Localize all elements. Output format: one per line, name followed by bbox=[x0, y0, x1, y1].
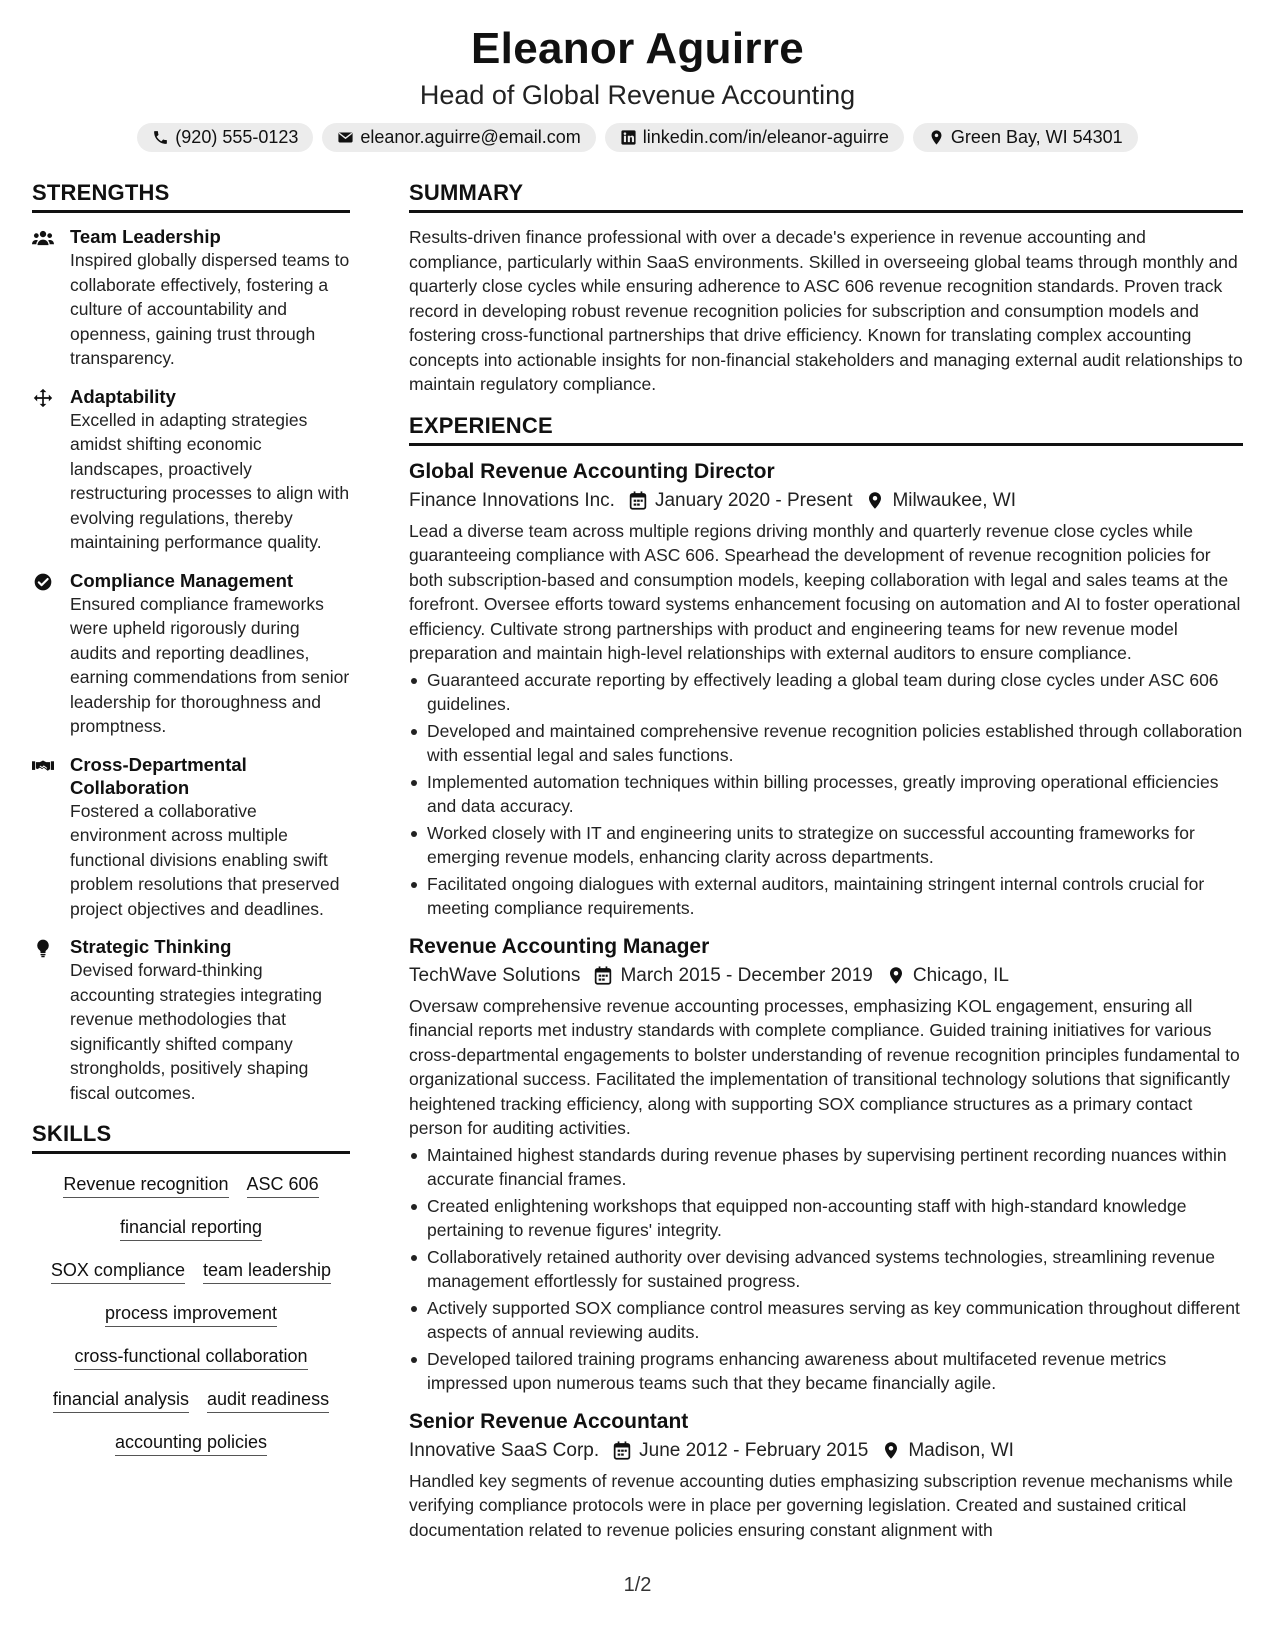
calendar-icon bbox=[594, 966, 612, 985]
strength-desc: Ensured compliance frameworks were upheld rigorously during audits and reporting deadlines, earning commendations from senior leadership for thoroughness and promptness. bbox=[70, 593, 350, 736]
move-arrows-icon bbox=[32, 388, 54, 408]
job-dates: March 2015 - December 2019 bbox=[620, 964, 873, 986]
skill-tag: team leadership bbox=[203, 1258, 331, 1284]
skill-tag: accounting policies bbox=[115, 1430, 267, 1456]
strength-name: Compliance Management bbox=[70, 569, 294, 591]
skill-tag: audit readiness bbox=[207, 1387, 329, 1413]
job-company: TechWave Solutions bbox=[409, 964, 581, 986]
right-column bbox=[409, 178, 1243, 1554]
skills-heading: SKILLS bbox=[32, 1119, 350, 1154]
job-company: Finance Innovations Inc. bbox=[409, 489, 615, 511]
check-circle-icon bbox=[32, 572, 54, 592]
contact-bar bbox=[0, 123, 1275, 152]
job-bullets bbox=[409, 1143, 1243, 1396]
calendar-icon bbox=[629, 491, 647, 510]
job-dates: June 2012 - February 2015 bbox=[639, 1439, 869, 1461]
map-pin-icon bbox=[882, 1441, 900, 1460]
job-title: Senior Revenue Accountant bbox=[409, 1409, 689, 1433]
candidate-name: Eleanor Aguirre bbox=[471, 24, 804, 73]
contact-email[interactable] bbox=[322, 123, 595, 152]
strength-item bbox=[32, 385, 350, 555]
contact-linkedin-text: linkedin.com/in/eleanor-aguirre bbox=[642, 127, 889, 147]
skill-tag: ASC 606 bbox=[247, 1172, 319, 1198]
skill-tag: financial analysis bbox=[53, 1387, 189, 1413]
contact-linkedin[interactable] bbox=[605, 123, 904, 152]
map-pin-icon bbox=[928, 129, 945, 146]
strength-item bbox=[32, 225, 350, 371]
map-pin-icon bbox=[866, 491, 884, 510]
job-title: Revenue Accounting Manager bbox=[409, 934, 710, 958]
skill-tag: cross-functional collaboration bbox=[74, 1344, 307, 1370]
job-bullet: Worked closely with IT and engineering units to strategize on successful accounting frameworks for emerging revenue models, enhancing clarity across departments. bbox=[409, 821, 1243, 870]
strength-item bbox=[32, 569, 350, 739]
strength-desc: Devised forward-thinking accounting strategies integrating revenue methodologies that significantly shifted company strongholds, positively shaping fiscal outcomes. bbox=[70, 960, 322, 1103]
skill-tag: process improvement bbox=[105, 1301, 277, 1327]
strength-desc: Excelled in adapting strategies amidst shifting economic landscapes, proactively restructuring processes to align with evolving regulations, thereby maintaining performance quality. bbox=[70, 409, 350, 552]
strength-name: Strategic Thinking bbox=[70, 936, 232, 957]
job-entry bbox=[409, 458, 1243, 921]
experience-heading: EXPERIENCE bbox=[409, 411, 1243, 446]
skill-tag: Revenue recognition bbox=[63, 1172, 228, 1198]
job-bullet: Facilitated ongoing dialogues with external auditors, maintaining stringent internal controls crucial for meeting compliance requirements. bbox=[409, 872, 1243, 921]
job-bullet: Actively supported SOX compliance control measures serving as key communication throughout different aspects of annual reviewing audits. bbox=[409, 1296, 1243, 1345]
job-bullet: Implemented automation techniques within billing processes, greatly improving operational efficiencies and data accuracy. bbox=[409, 770, 1243, 819]
job-bullet: Created enlightening workshops that equipped non-accounting staff with high-standard knowledge pertaining to revenue figures' integrity. bbox=[409, 1194, 1243, 1243]
strength-name: Cross-Departmental Collaboration bbox=[70, 753, 247, 798]
calendar-icon bbox=[613, 1441, 631, 1460]
job-bullets bbox=[409, 668, 1243, 921]
phone-icon bbox=[152, 129, 169, 146]
job-bullet: Guaranteed accurate reporting by effectively leading a global team during close cycles under ASC 606 guidelines. bbox=[409, 668, 1243, 717]
job-location: Chicago, IL bbox=[912, 964, 1009, 986]
strengths-heading: STRENGTHS bbox=[32, 178, 350, 213]
job-meta bbox=[409, 961, 1243, 991]
job-description: Handled key segments of revenue accounting duties emphasizing subscription revenue mechanisms while verifying compliance protocols were in place per governing legislation. Created and sustained critical documentation related to revenue policies ensuring constant alignment with bbox=[409, 1470, 1233, 1540]
users-icon bbox=[32, 228, 54, 248]
skill-tag: financial reporting bbox=[120, 1215, 262, 1241]
strength-name: Team Leadership bbox=[70, 226, 221, 247]
resume-header bbox=[0, 20, 1275, 152]
job-bullet: Collaboratively retained authority over devising advanced systems technologies, streamlining revenue management effortlessly for sustained progress. bbox=[409, 1245, 1243, 1294]
job-bullet: Developed and maintained comprehensive revenue recognition policies established through collaboration with essential legal and sales functions. bbox=[409, 719, 1243, 768]
job-location: Madison, WI bbox=[908, 1439, 1014, 1461]
contact-phone[interactable] bbox=[137, 123, 313, 152]
job-bullet: Maintained highest standards during revenue phases by supervising pertinent recording nuances within accurate financial frames. bbox=[409, 1143, 1243, 1192]
strength-name: Adaptability bbox=[70, 385, 176, 407]
contact-email-text: eleanor.aguirre@email.com bbox=[360, 127, 581, 147]
job-title: Global Revenue Accounting Director bbox=[409, 459, 775, 483]
lightbulb-icon bbox=[32, 938, 54, 958]
contact-phone-text: (920) 555-0123 bbox=[175, 127, 299, 147]
envelope-icon bbox=[337, 129, 354, 146]
job-meta bbox=[409, 486, 1243, 516]
strength-desc: Inspired globally dispersed teams to collaborate effectively, fostering a culture of accountability and openness, gaining trust through transparency. bbox=[70, 250, 350, 368]
summary-text: Results-driven finance professional with over a decade's experience in revenue accounting and compliance, particularly within SaaS environments. Skilled in overseeing global teams through monthly and quarterly close cycles while ensuring adherence to ASC 606 revenue recognition standards. Proven track record in developing robust revenue recognition policies for subscription and consumption models and fostering cross-functional partnerships that drive efficiency. Known for translating complex accounting concepts into actionable insights for non-financial stakeholders and managing external audit relationships to maintain regulatory compliance. bbox=[409, 227, 1243, 394]
job-description: Oversaw comprehensive revenue accounting processes, emphasizing KOL engagement, ensuring all financial reports met industry standards with complete compliance. Guided training initiatives for various cross-departmental engagements to bolster understanding of revenue recognition principles fundamental to organizational success. Facilitated the implementation of transitional technology solutions that significantly heightened tracking efficiency, along with supporting SOX compliance structures as a primary contact person for auditing activities. bbox=[409, 995, 1240, 1138]
job-dates: January 2020 - Present bbox=[654, 489, 853, 511]
skills-list bbox=[32, 1166, 350, 1456]
linkedin-icon bbox=[620, 129, 637, 146]
map-pin-icon bbox=[887, 966, 905, 985]
contact-location-text: Green Bay, WI 54301 bbox=[950, 127, 1123, 147]
handshake-icon bbox=[32, 756, 54, 776]
contact-location bbox=[913, 123, 1138, 152]
job-entry bbox=[409, 1408, 1243, 1543]
skill-tag: SOX compliance bbox=[51, 1258, 185, 1284]
job-company: Innovative SaaS Corp. bbox=[409, 1439, 600, 1461]
job-bullet: Developed tailored training programs enhancing awareness about multifaceted revenue metrics impressed upon numerous teams such that they became financially agile. bbox=[409, 1347, 1243, 1396]
job-location: Milwaukee, WI bbox=[892, 489, 1017, 511]
summary-heading: SUMMARY bbox=[409, 178, 1243, 213]
job-entry bbox=[409, 933, 1243, 1396]
left-column bbox=[32, 178, 350, 1473]
page-number: 1/2 bbox=[623, 1574, 652, 1596]
candidate-title: Head of Global Revenue Accounting bbox=[419, 80, 856, 110]
job-description: Lead a diverse team across multiple regions driving monthly and quarterly revenue close cycles while guaranteeing compliance with ASC 606. Spearhead the development of revenue recognition policies for both subscription-based and consumption models, keeping collaboration with legal and sales teams at the forefront. Oversee efforts toward systems enhancement focusing on automation and AI to foster operational efficiency. Cultivate strong partnerships with product and engineering teams for new revenue model preparation and maintain high-level relationships with external auditors to ensure compliance. bbox=[409, 520, 1241, 663]
strength-item bbox=[32, 753, 350, 922]
strength-desc: Fostered a collaborative environment across multiple functional divisions enabling swift problem resolutions that preserved project objectives and deadlines. bbox=[70, 800, 340, 919]
strength-item bbox=[32, 935, 350, 1105]
job-meta bbox=[409, 1436, 1243, 1466]
